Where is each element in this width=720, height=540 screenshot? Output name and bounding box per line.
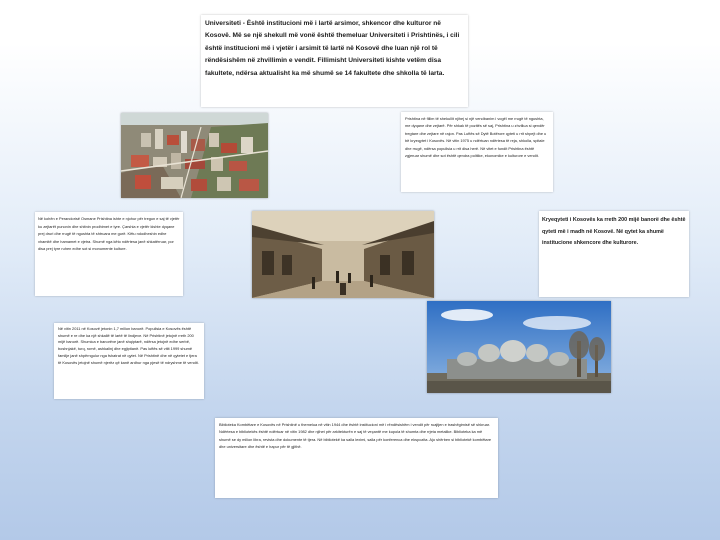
library-text-card — [215, 418, 498, 498]
population-text-card — [54, 323, 204, 399]
note-text-card — [539, 211, 689, 297]
history-paragraph: Prishtina në fillim të shekullit njihej si një vendbanim i vogël me rrugë të ngushta, me dyqane dhe zejtarë. Për shkak të pozitës së saj, Prishtina u zhvillua si qendër tregtare dhe zejtare në rajon. Pas Luftës së Dytë Botërore qyteti u rrit shpejt dhe u bë kryeqytet i Kosovës. Në vitin 1975 u ndërtuan ndërtesa të reja, shkolla, spitale dhe rrugë, ndërsa popullsia u rrit disa herë. Në vitet e fundit Prishtina është zgjeruar shumë dhe sot është qendra politike, ekonomike e kulturore e vendit. — [405, 116, 547, 159]
city-aerial-photo — [121, 113, 268, 198]
old-bazaar-street-photo — [252, 211, 434, 298]
university-text-card — [201, 15, 468, 107]
note-paragraph: Kryeqyteti i Kosovës ka rreth 200 mijë banorë dhe është qyteti më i madh në Kosovë. Në qytet ka shumë institucione shkencore dhe kulturore. — [542, 217, 686, 246]
library-paragraph: Biblioteka Kombëtare e Kosovës në Prishtinë u themelua në vitin 1944 dhe është institucioni më i rëndësishëm i vendit për ruajtjen e trashëgimisë së shkruar. Ndërtesa e bibliotekës është ndërtuar në vitin 1982 dhe njihet për arkitekturën e saj të veçantë me kupola të shumta dhe rrjeta metalike. Biblioteka ka më shumë se dy milion libra, revista dhe dokumente të tjera. Në bibliotekë ka salla leximi, salla për konferenca dhe ekspozita. Ajo shërben si bibliotekë kombëtare dhe universitare dhe është e hapur për të gjithë. — [219, 422, 492, 450]
history-text-card — [401, 112, 553, 192]
market-text-card — [35, 212, 183, 296]
market-paragraph: Në kohën e Perandorisë Osmane Prishtina ishte e njohur për tregun e saj të vjetër ku zejtarët punonin dhe shitnin prodhimet e tyre. Çarshia e vjetër kishte dyqane prej druri dhe rrugë të ngushta të shtruara me gurë. Këtu ndodheshin edhe xhamitë dhe hamamet e vjetra. Shumë nga këto ndërtesa janë shkatërruar, por disa prej tyre ruhen edhe sot si monumente kulture. — [38, 216, 180, 251]
population-paragraph: Në vitin 2011 në Kosovë jetonin 1,7 milion banorë. Popullsia e Kosovës është shumë e re dhe ka një shkallë të lartë të lindjeve. Në Prishtinë jetojnë rreth 200 mijë banorë. Shumica e banorëve janë shqiptarë, ndërsa jetojnë edhe serbë, boshnjakë, turq, romë, ashkalinj dhe egjiptianë. Pas luftës së vitit 1999 shumë familje janë shpërngulur nga fshatrat në qytet. Në Prishtinë dhe në qytetet e tjera të Kosovës jetojnë shumë njerëz që kanë ardhur nga pjesë të ndryshme të vendit. — [58, 326, 199, 365]
national-library-building-photo — [427, 301, 611, 393]
university-paragraph: Universiteti - Është institucioni më i lartë arsimor, shkencor dhe kulturor në Kosovë. Më se një shekull më vonë është themeluar Universiteti i Prishtinës, i cili është institucioni më i vjetër i arsimit të lartë në Kosovë dhe luan një rol të rëndësishëm në zhvillimin e vendit. Fillimisht Universiteti kishte vetëm disa fakultete, ndërsa aktualisht ka më shumë se 14 fakultete dhe shkolla të larta. — [205, 20, 460, 77]
